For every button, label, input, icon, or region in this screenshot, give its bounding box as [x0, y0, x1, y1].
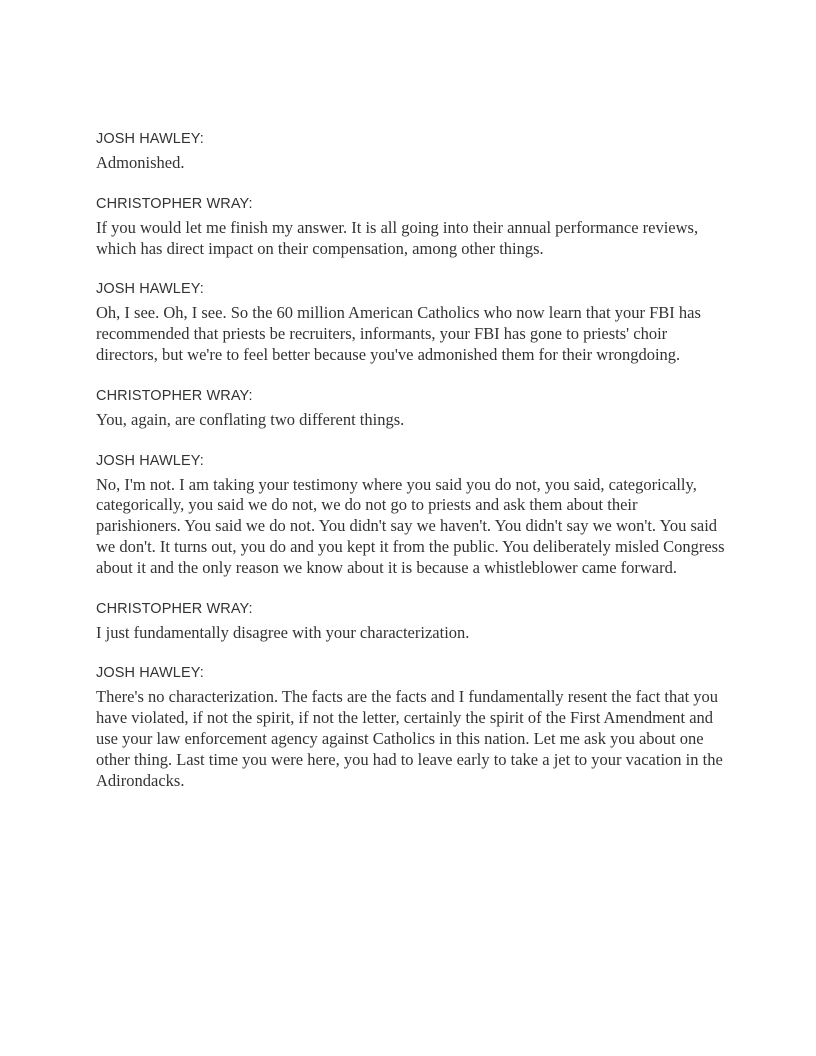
speaker-label: JOSH HAWLEY: [96, 665, 204, 682]
speech-text: There's no characterization. The facts are the facts and I fundamentally resent the fact that you have violated, if not the spirit, if not the letter, certainly the spirit of the First Amendment and use your law enforcement agency against Catholics in this nation. Let me ask you about one other thing. Last time you were here, you had to leave early to take a jet to your vacation in the Adirondacks. [96, 687, 723, 790]
speaker-label: CHRISTOPHER WRAY: [96, 195, 253, 212]
speaker-label: JOSH HAWLEY: [96, 452, 204, 469]
speech-text: No, I'm not. I am taking your testimony where you said you do not, you said, categorically, categorically, you said we do not, we do not go to priests and ask them about their parishioners. You said we do not. You didn't say we haven't. You didn't say we won't. You said we don't. It turns out, you do and you kept it from the public. You deliberately misled Congress about it and the only reason we know about it is because a whistleblower came forward. [96, 474, 725, 577]
speech-text: I just fundamentally disagree with your characterization. [96, 622, 470, 642]
transcript-entry [96, 129, 726, 174]
transcript-entry [96, 194, 726, 260]
transcript-entry [96, 663, 726, 791]
speech-text: If you would let me finish my answer. It is all going into their annual performance reviews, which has direct impact on their compensation, among other things. [96, 217, 699, 258]
speaker-label: CHRISTOPHER WRAY: [96, 600, 253, 617]
transcript-page [96, 129, 726, 811]
speech-text: You, again, are conflating two different things. [96, 409, 405, 429]
speaker-label: CHRISTOPHER WRAY: [96, 387, 253, 404]
speech-text: Oh, I see. Oh, I see. So the 60 million American Catholics who now learn that your FBI has recommended that priests be recruiters, informants, your FBI has gone to priests' choir directors, but we're to feel better because you've admonished them for their wrongdoing. [96, 303, 701, 364]
transcript-entry [96, 451, 726, 579]
transcript-entry [96, 599, 726, 644]
speaker-label: JOSH HAWLEY: [96, 281, 204, 298]
transcript-entry [96, 386, 726, 431]
speech-text: Admonished. [96, 153, 185, 172]
transcript-entry [96, 279, 726, 365]
speaker-label: JOSH HAWLEY: [96, 131, 204, 147]
